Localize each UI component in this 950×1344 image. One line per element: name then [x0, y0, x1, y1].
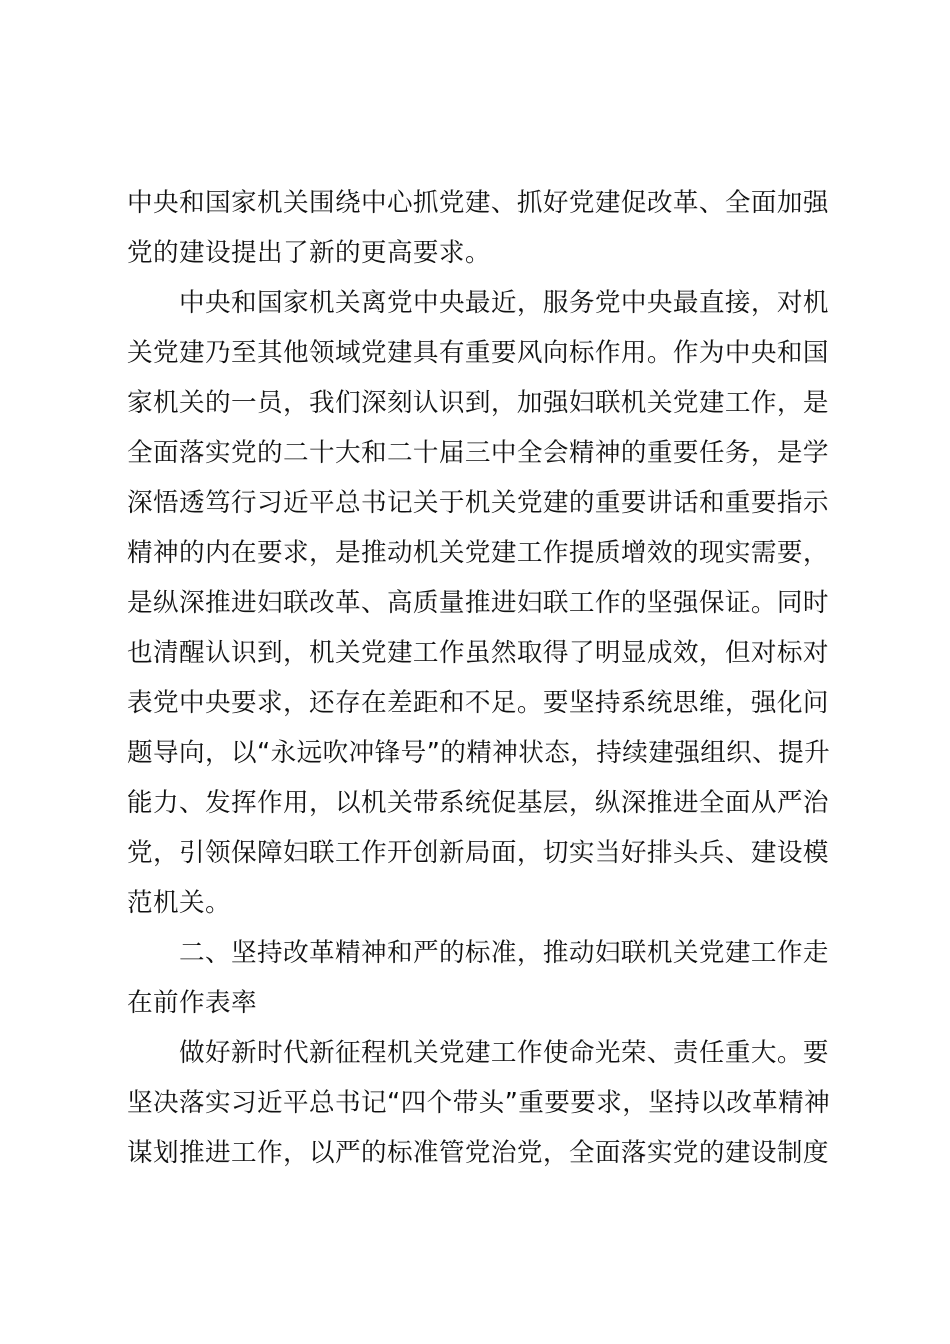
- text-line: 深悟透笃行习近平总书记关于机关党建的重要讲话和重要指示: [127, 488, 829, 518]
- text-line: 中央和国家机关围绕中心抓党建、抓好党建促改革、全面加强: [127, 188, 829, 218]
- section-heading: 在前作表率: [127, 988, 257, 1018]
- text-line: 家机关的一员，我们深刻认识到，加强妇联机关党建工作，是: [127, 388, 829, 418]
- text-line: 关党建乃至其他领域党建具有重要风向标作用。作为中央和国: [127, 338, 829, 368]
- text-line: 中央和国家机关离党中央最近，服务党中央最直接，对机: [179, 288, 829, 318]
- section-heading: 二、坚持改革精神和严的标准，推动妇联机关党建工作走: [179, 938, 829, 968]
- text-line: 谋划推进工作，以严的标准管党治党，全面落实党的建设制度: [127, 1138, 829, 1168]
- text-line: 做好新时代新征程机关党建工作使命光荣、责任重大。要: [179, 1038, 829, 1068]
- text-line: 是纵深推进妇联改革、高质量推进妇联工作的坚强保证。同时: [127, 588, 829, 618]
- text-line: 坚决落实习近平总书记“四个带头”重要要求，坚持以改革精神: [127, 1088, 831, 1118]
- body-text: [127, 178, 837, 1178]
- text-line: 也清醒认识到，机关党建工作虽然取得了明显成效，但对标对: [127, 638, 829, 668]
- text-line: 范机关。: [127, 888, 231, 918]
- text-line: 能力、发挥作用，以机关带系统促基层，纵深推进全面从严治: [127, 788, 829, 818]
- text-line: 精神的内在要求，是推动机关党建工作提质增效的现实需要，: [127, 538, 829, 568]
- text-line: 全面落实党的二十大和二十届三中全会精神的重要任务，是学: [127, 438, 829, 468]
- text-line: 党的建设提出了新的更高要求。: [127, 238, 491, 268]
- text-line: 题导向，以“永远吹冲锋号”的精神状态，持续建强组织、提升: [127, 738, 831, 768]
- text-line: 表党中央要求，还存在差距和不足。要坚持系统思维，强化问: [127, 688, 829, 718]
- text-line: 党，引领保障妇联工作开创新局面，切实当好排头兵、建设模: [127, 838, 829, 868]
